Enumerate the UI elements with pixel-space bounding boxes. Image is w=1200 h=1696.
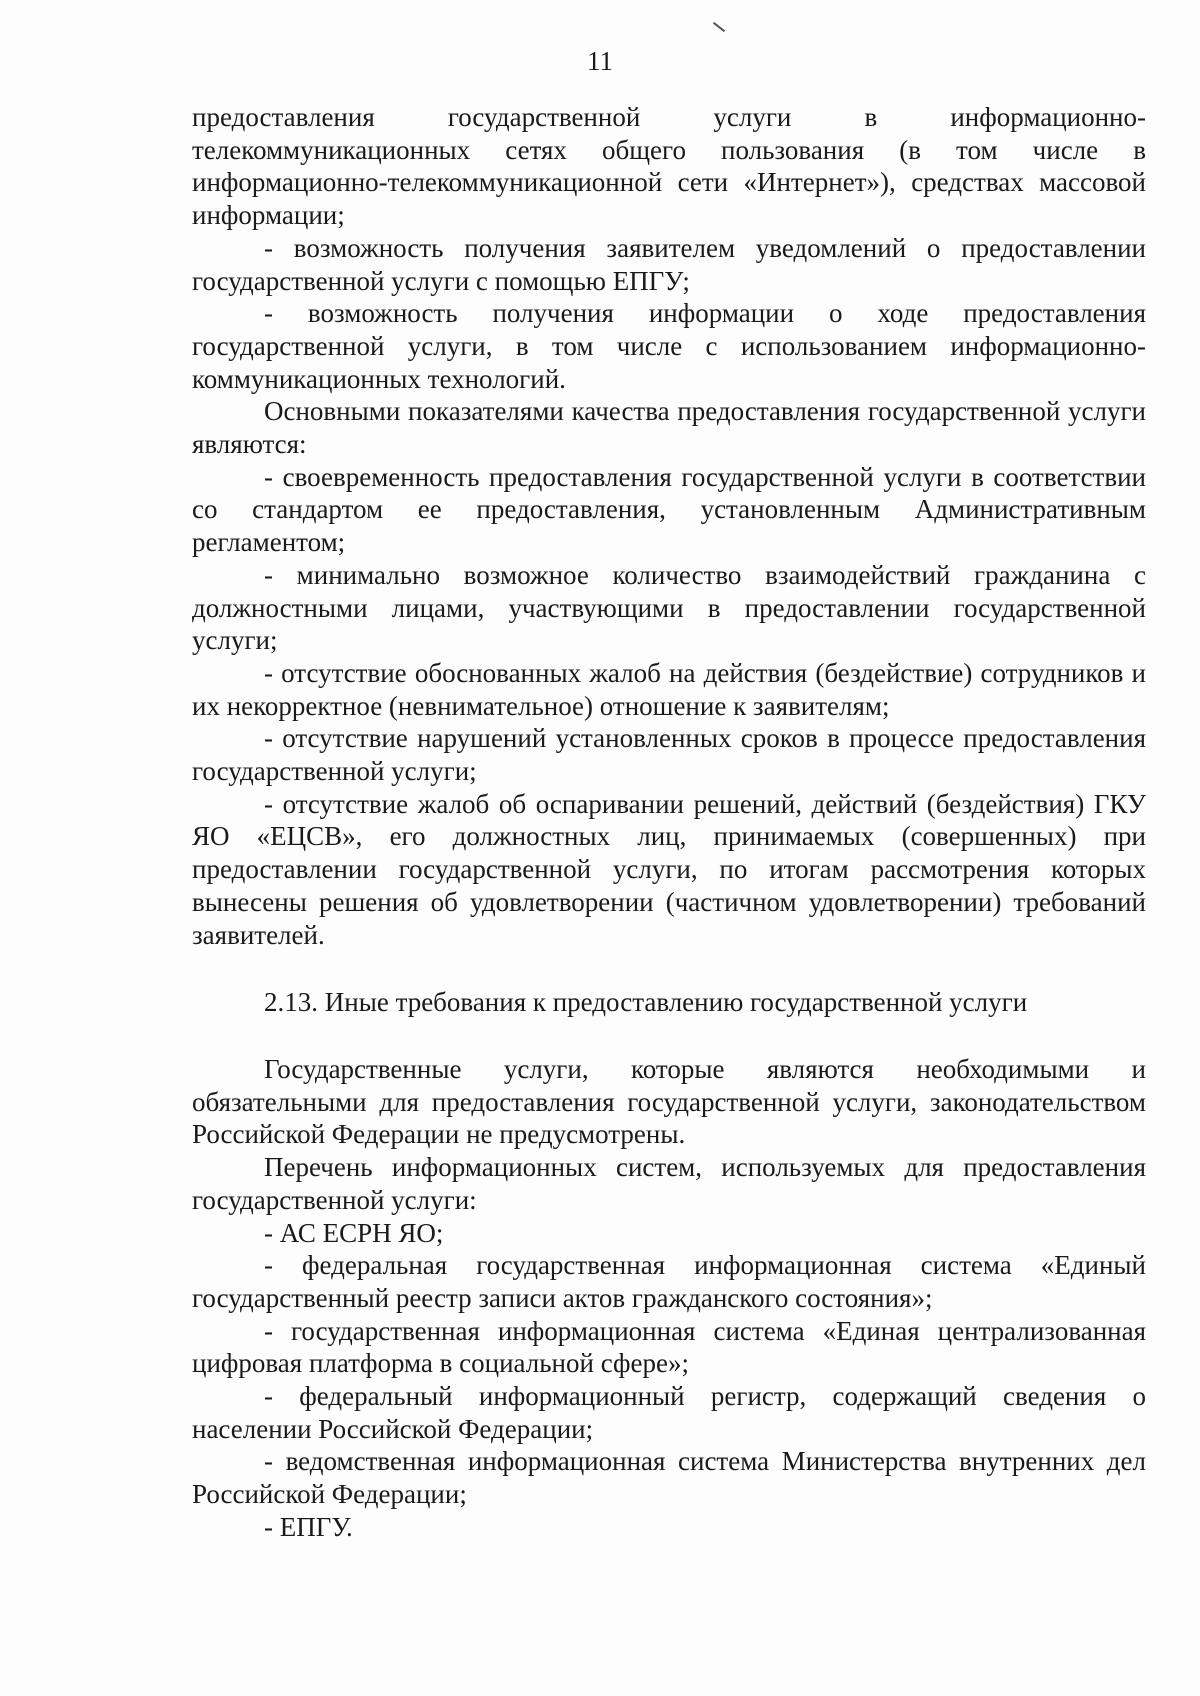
scan-artifact-mark [713, 22, 725, 32]
list-item-no-appeals: - отсутствие жалоб об оспаривании решений, действий (бездействия) ГКУ ЯО «ЕЦСВ», его должностных лиц, принимаемых (совершенных) при предоставлении государственной услуги, по итогам рассмотрения которых вынесены решения об удовлетворении (частичном удовлетворении) требований заявителей. [192, 788, 1146, 950]
list-item-no-complaints: - отсутствие обоснованных жалоб на действия (бездействие) сотрудников и их некорректное (невнимательное) отношение к заявителям; [192, 657, 1146, 721]
page-number: 11 [587, 46, 613, 76]
list-item-social-platform: - государственная информационная система «Единая централизованная цифровая платформа в социальной сфере»; [192, 1315, 1146, 1379]
list-item-progress-info: - возможность получения информации о ходе предоставления государственной услуги, в том числе с использованием информационно-коммуникационных технологий. [192, 298, 1146, 394]
list-item-timeliness: - своевременность предоставления государственной услуги в соответствии со стандартом ее предоставления, установленным Административным регламентом; [192, 461, 1146, 558]
paragraph-quality-indicators: Основными показателями качества предоставления государственной услуги являются: [192, 396, 1146, 460]
list-item-zags-registry: - федеральная государственная информационная система «Единый государственный реестр записи актов гражданского состояния»; [192, 1250, 1146, 1313]
list-item-min-interactions: - минимально возможное количество взаимодействий гражданина с должностными лицами, участвующими в предоставлении государственной услуги; [192, 559, 1146, 656]
paragraph-info-systems-intro: Перечень информационных систем, используемых для предоставления государственной услуги: [192, 1152, 1146, 1215]
list-item-notifications: - возможность получения заявителем уведомлений о предоставлении государственной услуги с помощью ЕПГУ; [192, 232, 1146, 296]
section-heading: 2.13. Иные требования к предоставлению государственной услуги [264, 987, 1028, 1018]
list-item-no-deadline-violations: - отсутствие нарушений установленных сроков в процессе предоставления государственной услуги; [192, 723, 1146, 787]
list-item-population-register: - федеральный информационный регистр, содержащий сведения о населении Российской Федерации; [192, 1381, 1146, 1444]
list-item-mvd-system: - ведомственная информационная система Министерства внутренних дел Российской Федерации; [192, 1446, 1146, 1510]
document-body [192, 101, 1146, 1544]
paragraph-required-services: Государственные услуги, которые являются необходимыми и обязательными для предоставления государственной услуги, законодательством Российской Федерации не предусмотрены. [192, 1053, 1146, 1150]
list-item-epgu: - ЕПГУ. [264, 1511, 353, 1542]
list-item-as-esrn: - АС ЕСРН ЯО; [264, 1217, 444, 1248]
paragraph-continuation: предоставления государственной услуги в информационно-телекоммуникационных сетях общего пользования (в том числе в информационно-телекоммуникационной сети «Интернет»), средствах массовой информации; [192, 102, 1146, 231]
